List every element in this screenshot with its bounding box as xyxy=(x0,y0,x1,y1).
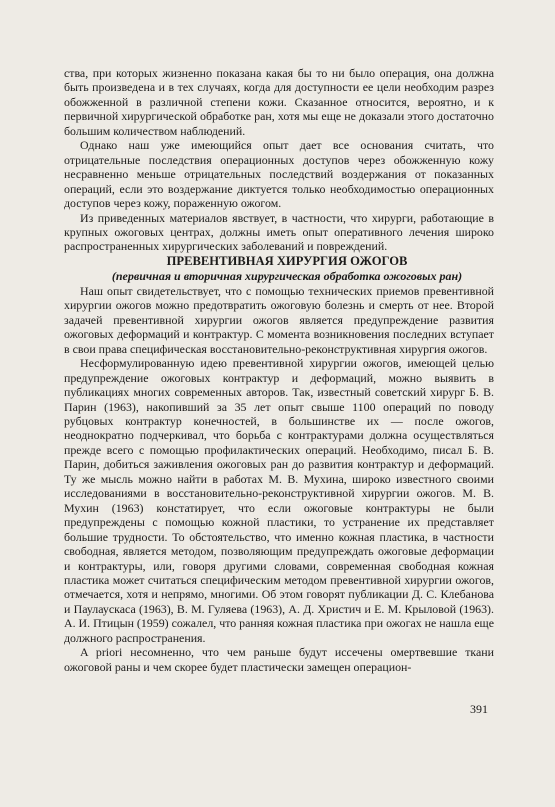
paragraph: Несформулированную идею превентивной хирургии ожогов, имеющей целью предупреждение ожоговых контрактур и деформаций, можно выявить в публикациях многих современных авторов. Так, известный советский хирург Б. В. Парин (1963), накопивший за 35 лет опыт свыше 1100 операций по поводу рубцовых контрактур конечностей, в большинстве их — после ожогов, неоднократно подчеркивал, что борьба с контрактурами должна осуществляться прежде всего с помощью профилактических операций. Необходимо, писал Б. В. Парин, добиться заживления ожоговых ран до развития контрактур и деформаций. Ту же мысль можно найти в работах М. В. Мухина, широко известного своими исследованиями в восстановительно-реконструктивной хирургии ожогов. М. В. Мухин (1963) констатирует, что если ожоговые контрактуры не были предупреждены с помощью кожной пластики, то устранение их представляет большие трудности. То обстоятельство, что именно кожная пластика, в частности свободная, является методом, позволяющим предупреждать ожоговые деформации и контрактуры, или, говоря другими словами, современная свободная кожная пластика может считаться специфическим методом превентивной хирургии ожогов, отмечается, хотя и непрямо, многими. Об этом говорят публикации Д. С. Клебанова и Паулаускаса (1963), В. М. Гуляева (1963), А. Д. Христич и Е. М. Крыловой (1963). А. И. Птицын (1959) сожалел, что ранняя кожная пластика при ожогах не нашла еще должного распространения. xyxy=(64,356,494,645)
page-number: 391 xyxy=(470,702,488,716)
paragraph: Наш опыт свидетельствует, что с помощью технических приемов превентивной хирургии ожогов можно предотвратить ожоговую болезнь и смерть от нее. Второй задачей превентивной хирургии ожогов является предупреждение развития ожоговых деформаций и контрактур. С момента возникновения последних вступает в свои права специфическая восстановительно-реконструктивная хирургия ожогов. xyxy=(64,283,494,356)
section-heading: ПРЕВЕНТИВНАЯ ХИРУРГИЯ ОЖОГОВ xyxy=(166,253,408,268)
body-text xyxy=(64,66,494,674)
paragraph: Из приведенных материалов явствует, в частности, что хирурги, работающие в крупных ожоговых центрах, должны иметь опыт оперативного лечения широко распространенных хирургических заболеваний и повреждений. xyxy=(64,210,494,254)
paragraph: ства, при которых жизненно показана какая бы то ни было операция, она должна быть произведена и в тех случаях, когда для доступности ее цели необходим разрез обожженной в различной степени кожи. Сказанное относится, вероятно, и к первичной хирургической обработке ран, хотя мы еще не доказали этого достаточно большим количеством наблюдений. xyxy=(64,66,494,138)
section-subheading: (первичная и вторичная хирургическая обработка ожоговых ран) xyxy=(111,268,463,283)
paragraph: Однако наш уже имеющийся опыт дает все основания считать, что отрицательные последствия операционных доступов через обожженную кожу несравненно меньше отрицательных последствий воздержания от показанных операций, если это воздержание диктуется только необходимостью операционных доступов через кожу, пораженную ожогом. xyxy=(64,138,494,211)
paragraph: A priori несомненно, что чем раньше будут иссечены омертвевшие ткани ожоговой раны и чем скорее будет пластически замещен операцион- xyxy=(64,645,494,674)
